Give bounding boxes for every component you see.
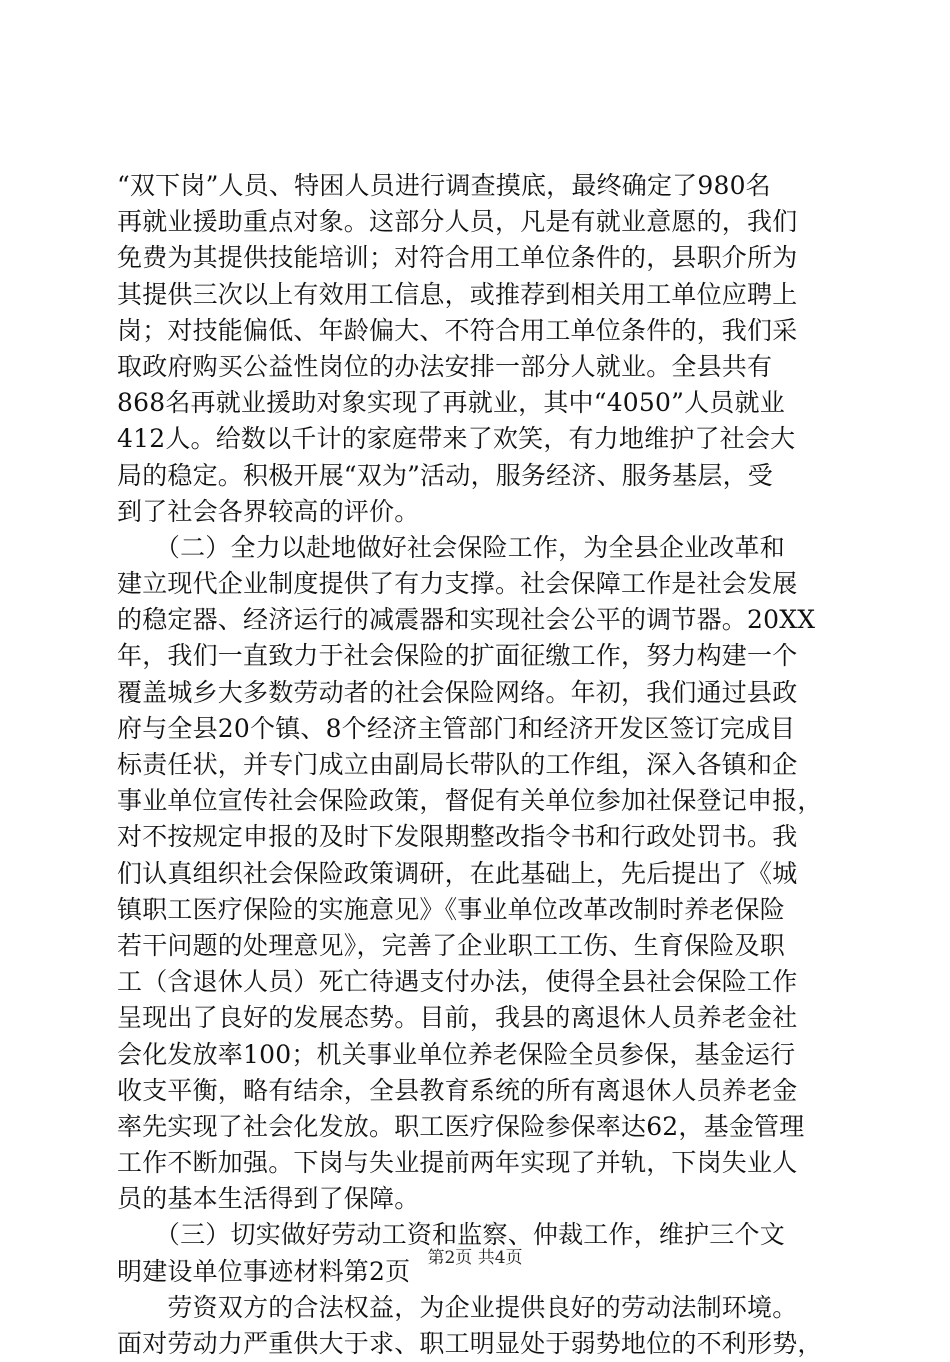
text-line: 412人。给数以千计的家庭带来了欢笑，有力地维护了社会大 <box>117 424 796 454</box>
text-line: 工（含退休人员）死亡待遇支付办法，使得全县社会保险工作 <box>117 967 798 997</box>
text-line: 明建设单位事迹材料第2页 <box>117 1256 411 1286</box>
text-line: 率先实现了社会化发放。职工医疗保险参保率达62，基金管理 <box>117 1111 805 1141</box>
text-line: 免费为其提供技能培训；对符合用工单位条件的，县职介所为 <box>117 243 798 273</box>
text-line: 劳资双方的合法权益，为企业提供良好的劳动法制环境。 <box>117 1292 798 1322</box>
text-line: 呈现出了良好的发展态势。目前，我县的离退休人员养老金社 <box>117 1003 798 1033</box>
text-line: 再就业援助重点对象。这部分人员，凡是有就业意愿的，我们 <box>117 207 798 237</box>
body-text <box>117 168 833 1362</box>
text-line: 岗；对技能偏低、年龄偏大、不符合用工单位条件的，我们采 <box>117 315 798 345</box>
text-line: 收支平衡，略有结余，全县教育系统的所有离退休人员养老金 <box>117 1075 798 1105</box>
text-line: （二）全力以赴地做好社会保险工作，为全县企业改革和 <box>117 532 785 562</box>
text-line: 对不按规定申报的及时下发限期整改指令书和行政处罚书。我 <box>117 822 798 852</box>
text-line: 镇职工医疗保险的实施意见》《事业单位改革改制时养老保险 <box>117 894 785 924</box>
text-line: 标责任状，并专门成立由副局长带队的工作组，深入各镇和企 <box>117 750 798 779</box>
text-line: 们认真组织社会保险政策调研，在此基础上，先后提出了《城 <box>117 858 798 888</box>
text-line: 府与全县20个镇、8个经济主管部门和经济开发区签订完成目 <box>117 713 796 743</box>
text-line: 868名再就业援助对象实现了再就业，其中“4050”人员就业 <box>117 388 785 418</box>
text-line: （三）切实做好劳动工资和监察、仲裁工作，维护三个文 <box>117 1220 785 1250</box>
text-line: 建立现代企业制度提供了有力支撑。社会保障工作是社会发展 <box>117 569 798 599</box>
text-line: 局的稳定。积极开展“双为”活动，服务经济、服务基层，受 <box>117 460 773 490</box>
page-footer: 第2页 共4页 <box>427 1248 523 1268</box>
text-line: 员的基本生活得到了保障。 <box>117 1184 420 1214</box>
text-line: 会化发放率100；机关事业单位养老保险全员参保，基金运行 <box>117 1039 796 1069</box>
text-line: “双下岗”人员、特困人员进行调查摸底，最终确定了980名 <box>117 171 771 200</box>
text-line: 面对劳动力严重供大于求、职工明显处于弱势地位的不利形势， <box>117 1329 823 1358</box>
text-line: 年，我们一直致力于社会保险的扩面征缴工作，努力构建一个 <box>117 641 798 671</box>
text-line: 到了社会各界较高的评价。 <box>117 496 420 526</box>
text-line: 覆盖城乡大多数劳动者的社会保险网络。年初，我们通过县政 <box>117 677 798 707</box>
text-line: 事业单位宣传社会保险政策，督促有关单位参加社保登记申报， <box>117 786 823 816</box>
text-line: 若干问题的处理意见》，完善了企业职工工伤、生育保险及职 <box>117 930 785 960</box>
text-line: 取政府购买公益性岗位的办法安排一部分人就业。全县共有 <box>117 351 773 381</box>
text-line: 其提供三次以上有效用工信息，或推荐到相关用工单位应聘上 <box>117 279 798 309</box>
text-line: 的稳定器、经济运行的减震器和实现社会公平的调节器。20XX <box>117 605 816 635</box>
text-line: 工作不断加强。下岗与失业提前两年实现了并轨，下岗失业人 <box>117 1148 798 1178</box>
